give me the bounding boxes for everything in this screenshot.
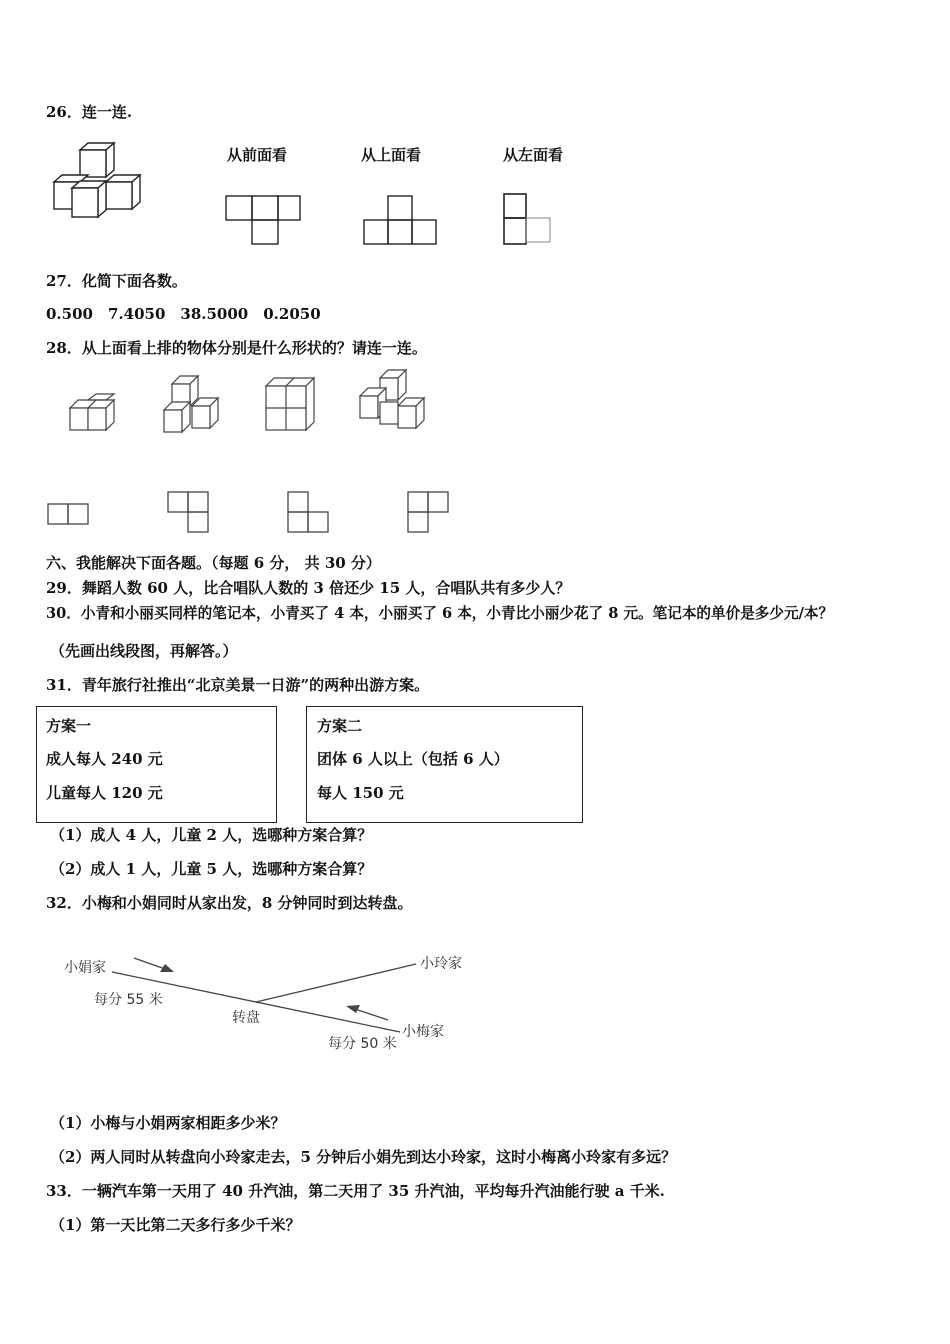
q33-sub1: （1）第一天比第二天多行多少千米？ <box>50 1216 301 1234</box>
plan1-line1: 成人每人 240 元 <box>46 750 163 768</box>
q28-title: 28．从上面看上排的物体分别是什么形状的？请连一连。 <box>46 339 427 357</box>
ling-home-label: 小玲家 <box>420 956 462 972</box>
q31-sub2: （2）成人 1 人，儿童 5 人，选哪种方案合算？ <box>50 860 373 878</box>
object-3 <box>260 374 324 434</box>
q26-cube-stack <box>48 140 158 220</box>
top-view-shape <box>358 190 448 246</box>
view-top-label: 从上面看 <box>361 146 422 164</box>
plan1-line2: 儿童每人 120 元 <box>46 784 163 802</box>
plan2-box <box>306 706 583 823</box>
front-view-shape <box>220 190 310 246</box>
mei-home-label: 小梅家 <box>402 1024 444 1040</box>
top-shape-3 <box>284 488 334 538</box>
q32-route-diagram <box>56 946 486 1058</box>
plan1-box <box>36 706 277 823</box>
road-to-ling <box>256 964 416 1002</box>
plan1-title: 方案一 <box>46 717 92 735</box>
q33-text: 33．一辆汽车第一天用了 40 升汽油，第二天用了 35 升汽油，平均每升汽油能行驶 a 千米. <box>46 1182 665 1200</box>
mei-speed-label: 每分 50 米 <box>328 1036 397 1052</box>
plan2-line2: 每人 150 元 <box>317 784 404 802</box>
left-view-shape <box>498 190 558 250</box>
q31-title: 31．青年旅行社推出“北京美景一日游”的两种出游方案。 <box>46 676 430 694</box>
q32-sub1: （1）小梅与小娟两家相距多少米？ <box>50 1114 286 1132</box>
q30-note: （先画出线段图，再解答。） <box>50 642 238 660</box>
top-shape-2 <box>164 488 214 538</box>
q26-title: 26．连一连. <box>46 103 133 121</box>
top-shape-4 <box>404 488 454 538</box>
q27-numbers: 0.500 7.4050 38.5000 0.2050 <box>46 305 321 323</box>
view-front-label: 从前面看 <box>227 146 288 164</box>
q32-title: 32．小梅和小娟同时从家出发，8 分钟同时到达转盘。 <box>46 894 413 912</box>
object-2 <box>158 372 230 438</box>
q31-sub1: （1）成人 4 人，儿童 2 人，选哪种方案合算？ <box>50 826 373 844</box>
section6-title: 六、我能解决下面各题。（每题 6 分， 共 30 分） <box>46 554 381 572</box>
q32-sub2: （2）两人同时从转盘向小玲家走去，5 分钟后小娟先到达小玲家，这时小梅离小玲家有多远？ <box>50 1148 677 1166</box>
object-1 <box>64 392 128 436</box>
q30-text: 30．小青和小丽买同样的笔记本，小青买了 4 本，小丽买了 6 本，小青比小丽少花了 8 元。笔记本的单价是多少元/本？ <box>46 605 834 622</box>
q29-text: 29．舞蹈人数 60 人，比合唱队人数的 3 倍还少 15 人，合唱队共有多少人？ <box>46 579 571 597</box>
plan2-title: 方案二 <box>317 717 363 735</box>
juan-home-label: 小娟家 <box>64 960 106 976</box>
top-shape-1 <box>44 500 96 530</box>
plan2-line1: 团体 6 人以上（包括 6 人） <box>317 750 509 768</box>
q27-title: 27．化简下面各数。 <box>46 272 187 290</box>
roundabout-label: 转盘 <box>232 1010 260 1026</box>
view-left-label: 从左面看 <box>503 146 564 164</box>
object-4 <box>354 366 430 436</box>
juan-speed-label: 每分 55 米 <box>94 992 163 1008</box>
